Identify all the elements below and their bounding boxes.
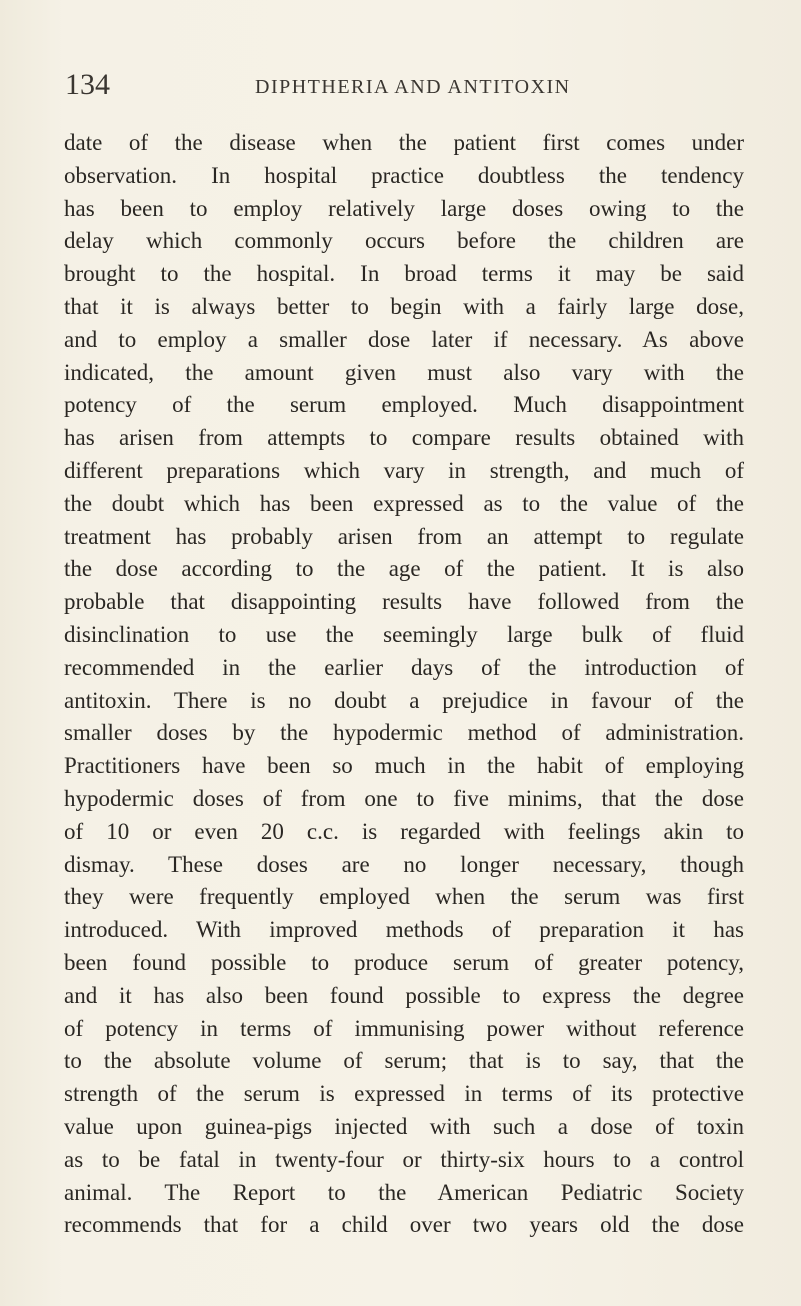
text-line: that it is always better to begin with a fairly large dose, bbox=[64, 293, 744, 319]
text-line: as to be fatal in twenty-four or thirty-six hours to a control bbox=[64, 1146, 744, 1172]
text-line: and to employ a smaller dose later if necessary. As above bbox=[64, 326, 744, 352]
text-line: value upon guinea-pigs injected with such a dose of toxin bbox=[64, 1113, 744, 1139]
text-line: introduced. With improved methods of preparation it has bbox=[64, 917, 744, 943]
body-paragraph bbox=[64, 127, 744, 1242]
text-line: smaller doses by the hypodermic method of administration. bbox=[64, 720, 744, 746]
page-number: 134 bbox=[65, 68, 110, 101]
text-line: different preparations which vary in strength, and much of bbox=[64, 457, 744, 483]
text-line: delay which commonly occurs before the children are bbox=[64, 228, 744, 254]
text-line: Practitioners have been so much in the habit of employing bbox=[64, 753, 744, 779]
text-line: brought to the hospital. In broad terms it may be said bbox=[64, 261, 744, 287]
text-line: to the absolute volume of serum; that is to say, that the bbox=[64, 1048, 744, 1074]
text-line: recommended in the earlier days of the introduction of bbox=[64, 654, 744, 680]
text-line: probable that disappointing results have followed from the bbox=[64, 589, 744, 615]
text-line: indicated, the amount given must also vary with the bbox=[64, 359, 744, 385]
text-line: the dose according to the age of the patient. It is also bbox=[64, 556, 744, 582]
text-line: disinclination to use the seemingly large bulk of fluid bbox=[64, 621, 744, 647]
running-title: DIPHTHERIA AND ANTITOXIN bbox=[255, 76, 571, 98]
text-line: of 10 or even 20 c.c. is regarded with feelings akin to bbox=[64, 818, 744, 844]
text-line: been found possible to produce serum of greater potency, bbox=[64, 949, 744, 975]
text-line: date of the disease when the patient first comes under bbox=[64, 130, 744, 155]
text-line: of potency in terms of immunising power without reference bbox=[64, 1015, 744, 1041]
text-line: has arisen from attempts to compare results obtained with bbox=[64, 425, 744, 451]
text-line: hypodermic doses of from one to five minims, that the dose bbox=[64, 785, 744, 811]
text-line: and it has also been found possible to express the degree bbox=[64, 982, 744, 1008]
text-line: potency of the serum employed. Much disappointment bbox=[64, 392, 744, 418]
text-line: observation. In hospital practice doubtless the tendency bbox=[64, 162, 744, 188]
text-line: the doubt which has been expressed as to the value of the bbox=[64, 490, 744, 516]
text-line: animal. The Report to the American Pediatric Society bbox=[64, 1179, 744, 1205]
text-line: recommends that for a child over two years old the dose bbox=[64, 1212, 744, 1238]
running-head bbox=[65, 70, 745, 106]
text-line: they were frequently employed when the serum was first bbox=[64, 884, 744, 910]
text-line: has been to employ relatively large doses owing to the bbox=[64, 195, 744, 221]
text-line: strength of the serum is expressed in terms of its protective bbox=[64, 1081, 744, 1107]
text-line: antitoxin. There is no doubt a prejudice in favour of the bbox=[64, 687, 744, 713]
text-line: dismay. These doses are no longer necessary, though bbox=[64, 851, 744, 877]
text-line: treatment has probably arisen from an attempt to regulate bbox=[64, 523, 744, 549]
